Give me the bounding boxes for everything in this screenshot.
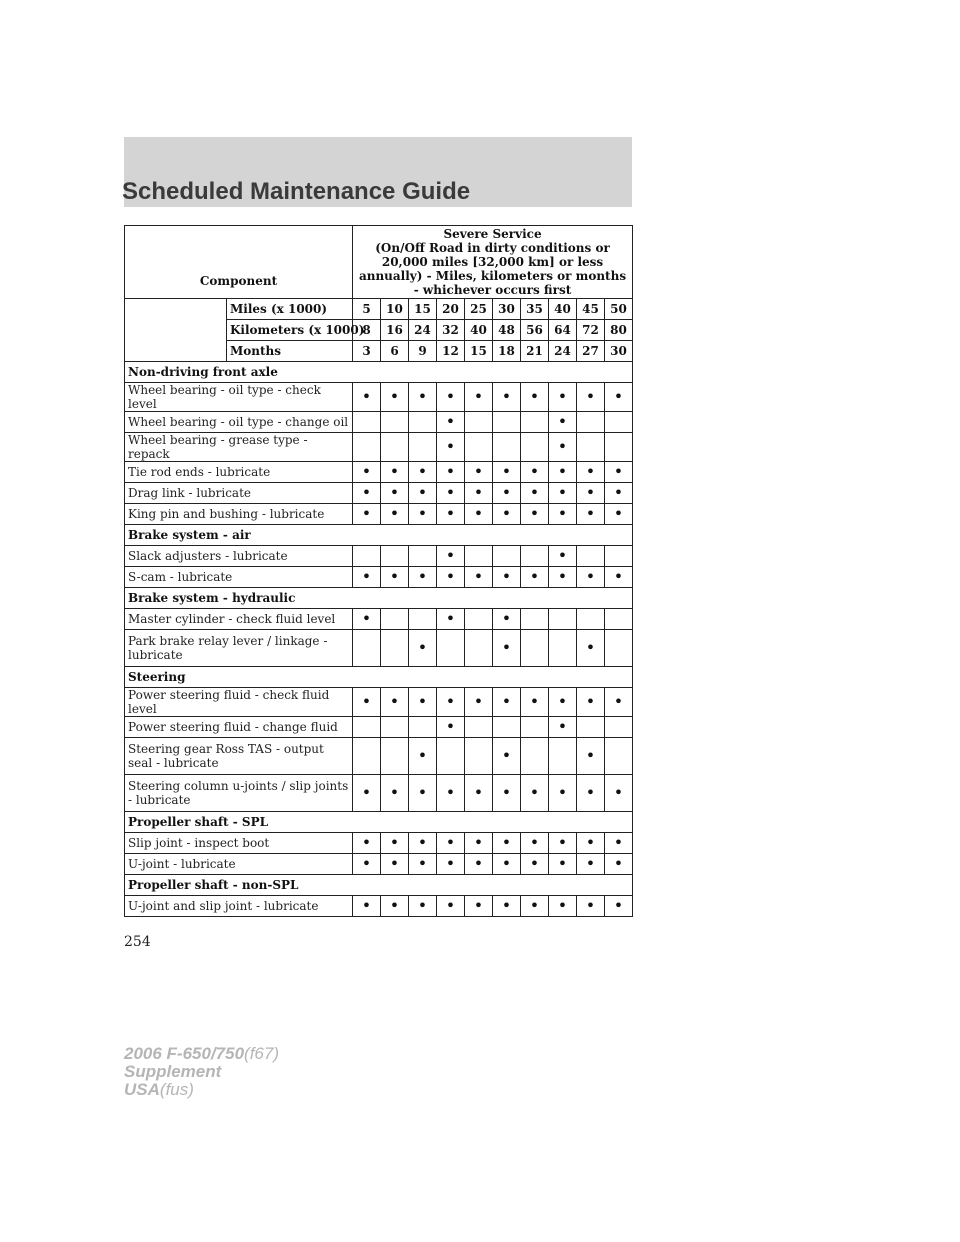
service-bullet: • <box>549 504 577 525</box>
km-cell: 16 <box>381 320 409 341</box>
service-bullet: • <box>409 775 437 812</box>
km-cell: 56 <box>521 320 549 341</box>
empty-cell <box>353 546 381 567</box>
empty-cell <box>577 717 605 738</box>
service-bullet: • <box>577 896 605 917</box>
empty-cell <box>381 546 409 567</box>
km-cell: 32 <box>437 320 465 341</box>
service-bullet: • <box>549 567 577 588</box>
service-bullet: • <box>549 717 577 738</box>
empty-cell <box>465 609 493 630</box>
section-label: Brake system - air <box>125 525 633 546</box>
component-name: Slack adjusters - lubricate <box>125 546 353 567</box>
empty-cell <box>437 738 465 775</box>
component-name: Drag link - lubricate <box>125 483 353 504</box>
footer-supplement: Supplement <box>124 1062 222 1081</box>
empty-cell <box>437 630 465 667</box>
empty-cell <box>577 412 605 433</box>
service-bullet: • <box>493 483 521 504</box>
service-bullet: • <box>493 688 521 717</box>
miles-label: Miles (x 1000) <box>227 299 353 320</box>
section-row <box>125 875 633 896</box>
empty-cell <box>521 717 549 738</box>
empty-cell <box>409 717 437 738</box>
empty-cell <box>605 609 633 630</box>
service-bullet: • <box>381 462 409 483</box>
service-bullet: • <box>353 609 381 630</box>
section-label: Propeller shaft - non-SPL <box>125 875 633 896</box>
section-label: Propeller shaft - SPL <box>125 812 633 833</box>
km-cell: 72 <box>577 320 605 341</box>
component-name: S-cam - lubricate <box>125 567 353 588</box>
months-cell: 3 <box>353 341 381 362</box>
service-bullet: • <box>437 775 465 812</box>
maintenance-table-body <box>125 362 633 917</box>
empty-cell <box>381 630 409 667</box>
service-bullet: • <box>437 433 465 462</box>
empty-cell <box>409 433 437 462</box>
miles-cell: 30 <box>493 299 521 320</box>
component-name: U-joint - lubricate <box>125 854 353 875</box>
service-bullet: • <box>465 896 493 917</box>
service-bullet: • <box>521 504 549 525</box>
empty-cell <box>353 433 381 462</box>
service-bullet: • <box>549 462 577 483</box>
table-row <box>125 546 633 567</box>
service-bullet: • <box>577 483 605 504</box>
service-bullet: • <box>549 546 577 567</box>
component-name: Slip joint - inspect boot <box>125 833 353 854</box>
km-label: Kilometers (x 1000) <box>227 320 353 341</box>
service-bullet: • <box>409 383 437 412</box>
empty-cell <box>409 412 437 433</box>
km-cell: 8 <box>353 320 381 341</box>
service-bullet: • <box>381 896 409 917</box>
service-bullet: • <box>521 567 549 588</box>
service-bullet: • <box>549 688 577 717</box>
page-title: Scheduled Maintenance Guide <box>122 178 471 205</box>
service-bullet: • <box>577 775 605 812</box>
service-bullet: • <box>353 567 381 588</box>
component-name: U-joint and slip joint - lubricate <box>125 896 353 917</box>
service-bullet: • <box>353 462 381 483</box>
maintenance-table <box>124 225 633 917</box>
empty-cell <box>521 546 549 567</box>
section-row <box>125 812 633 833</box>
component-spacer <box>125 299 227 362</box>
service-bullet: • <box>381 383 409 412</box>
km-cell: 48 <box>493 320 521 341</box>
component-name: Wheel bearing - grease type - repack <box>125 433 353 462</box>
miles-cell: 15 <box>409 299 437 320</box>
service-bullet: • <box>605 833 633 854</box>
table-row <box>125 688 633 717</box>
section-row <box>125 525 633 546</box>
table-row <box>125 896 633 917</box>
service-bullet: • <box>381 483 409 504</box>
km-cell: 64 <box>549 320 577 341</box>
service-bullet: • <box>409 833 437 854</box>
service-bullet: • <box>577 567 605 588</box>
service-bullet: • <box>465 775 493 812</box>
empty-cell <box>465 717 493 738</box>
service-bullet: • <box>521 896 549 917</box>
component-name: Wheel bearing - oil type - check level <box>125 383 353 412</box>
empty-cell <box>381 738 409 775</box>
service-bullet: • <box>437 546 465 567</box>
service-bullet: • <box>493 567 521 588</box>
header-row-severe <box>125 226 633 299</box>
empty-cell <box>353 717 381 738</box>
service-bullet: • <box>353 483 381 504</box>
table-row <box>125 854 633 875</box>
table-row <box>125 630 633 667</box>
empty-cell <box>465 433 493 462</box>
empty-cell <box>465 412 493 433</box>
service-bullet: • <box>437 717 465 738</box>
miles-cell: 20 <box>437 299 465 320</box>
table-row <box>125 717 633 738</box>
severe-service-header <box>353 226 633 299</box>
service-bullet: • <box>493 833 521 854</box>
months-cell: 12 <box>437 341 465 362</box>
empty-cell <box>465 738 493 775</box>
empty-cell <box>381 412 409 433</box>
service-bullet: • <box>381 688 409 717</box>
empty-cell <box>605 717 633 738</box>
miles-cell: 10 <box>381 299 409 320</box>
service-bullet: • <box>493 609 521 630</box>
months-cell: 18 <box>493 341 521 362</box>
miles-cell: 40 <box>549 299 577 320</box>
empty-cell <box>493 433 521 462</box>
miles-cell: 50 <box>605 299 633 320</box>
empty-cell <box>353 630 381 667</box>
service-bullet: • <box>605 504 633 525</box>
service-bullet: • <box>605 775 633 812</box>
component-name: Master cylinder - check fluid level <box>125 609 353 630</box>
empty-cell <box>577 433 605 462</box>
service-bullet: • <box>605 383 633 412</box>
section-label: Non-driving front axle <box>125 362 633 383</box>
months-cell: 15 <box>465 341 493 362</box>
empty-cell <box>549 609 577 630</box>
service-bullet: • <box>493 462 521 483</box>
table-row <box>125 483 633 504</box>
months-cell: 21 <box>521 341 549 362</box>
service-bullet: • <box>353 688 381 717</box>
service-bullet: • <box>465 688 493 717</box>
table-row <box>125 504 633 525</box>
service-bullet: • <box>605 854 633 875</box>
service-bullet: • <box>493 383 521 412</box>
component-header <box>125 226 353 299</box>
service-bullet: • <box>493 854 521 875</box>
empty-cell <box>521 609 549 630</box>
empty-cell <box>521 412 549 433</box>
service-bullet: • <box>605 462 633 483</box>
empty-cell <box>353 412 381 433</box>
table-row <box>125 738 633 775</box>
table-row <box>125 775 633 812</box>
service-bullet: • <box>521 688 549 717</box>
service-bullet: • <box>549 383 577 412</box>
service-bullet: • <box>437 383 465 412</box>
severe-service-desc: (On/Off Road in dirty conditions or 20,000 miles [32,000 km] or less annually) - Miles, kilometers or months - whichever occurs first <box>358 241 627 297</box>
service-bullet: • <box>381 833 409 854</box>
service-bullet: • <box>437 609 465 630</box>
service-bullet: • <box>605 483 633 504</box>
km-cell: 80 <box>605 320 633 341</box>
footer-line-supplement <box>124 1063 279 1081</box>
service-bullet: • <box>493 896 521 917</box>
service-bullet: • <box>409 567 437 588</box>
empty-cell <box>521 433 549 462</box>
service-bullet: • <box>409 483 437 504</box>
component-name: Steering gear Ross TAS - output seal - lubricate <box>125 738 353 775</box>
service-bullet: • <box>465 833 493 854</box>
service-bullet: • <box>549 775 577 812</box>
table-row <box>125 567 633 588</box>
table-row <box>125 609 633 630</box>
months-cell: 9 <box>409 341 437 362</box>
empty-cell <box>465 630 493 667</box>
empty-cell <box>381 433 409 462</box>
service-bullet: • <box>549 483 577 504</box>
service-bullet: • <box>381 775 409 812</box>
service-bullet: • <box>381 567 409 588</box>
service-bullet: • <box>437 504 465 525</box>
service-bullet: • <box>521 462 549 483</box>
service-bullet: • <box>605 896 633 917</box>
service-bullet: • <box>437 412 465 433</box>
empty-cell <box>577 546 605 567</box>
table-row <box>125 433 633 462</box>
footer-market-code: (fus) <box>159 1080 194 1099</box>
empty-cell <box>409 609 437 630</box>
service-bullet: • <box>577 462 605 483</box>
service-bullet: • <box>549 412 577 433</box>
severe-service-title: Severe Service <box>443 227 542 241</box>
service-bullet: • <box>409 630 437 667</box>
empty-cell <box>493 546 521 567</box>
service-bullet: • <box>409 462 437 483</box>
component-name: King pin and bushing - lubricate <box>125 504 353 525</box>
service-bullet: • <box>549 433 577 462</box>
table-row <box>125 383 633 412</box>
empty-cell <box>605 433 633 462</box>
service-bullet: • <box>465 383 493 412</box>
empty-cell <box>605 630 633 667</box>
service-bullet: • <box>577 854 605 875</box>
service-bullet: • <box>353 854 381 875</box>
service-bullet: • <box>353 833 381 854</box>
miles-cell: 5 <box>353 299 381 320</box>
footer-line-model <box>124 1045 279 1063</box>
empty-cell <box>577 609 605 630</box>
service-bullet: • <box>493 504 521 525</box>
page-number: 254 <box>124 934 151 950</box>
service-bullet: • <box>353 504 381 525</box>
service-bullet: • <box>437 567 465 588</box>
km-cell: 24 <box>409 320 437 341</box>
service-bullet: • <box>521 833 549 854</box>
service-bullet: • <box>605 567 633 588</box>
miles-cell: 45 <box>577 299 605 320</box>
months-cell: 27 <box>577 341 605 362</box>
section-row <box>125 667 633 688</box>
service-bullet: • <box>577 833 605 854</box>
table-row <box>125 833 633 854</box>
months-cell: 24 <box>549 341 577 362</box>
service-bullet: • <box>465 483 493 504</box>
service-bullet: • <box>521 383 549 412</box>
miles-cell: 35 <box>521 299 549 320</box>
months-cell: 6 <box>381 341 409 362</box>
footer-block <box>124 1045 279 1099</box>
service-bullet: • <box>437 833 465 854</box>
empty-cell <box>605 412 633 433</box>
section-label: Steering <box>125 667 633 688</box>
km-cell: 40 <box>465 320 493 341</box>
service-bullet: • <box>577 630 605 667</box>
component-name: Park brake relay lever / linkage - lubricate <box>125 630 353 667</box>
service-bullet: • <box>493 775 521 812</box>
service-bullet: • <box>409 504 437 525</box>
service-bullet: • <box>437 462 465 483</box>
footer-market: USA <box>124 1080 160 1099</box>
service-bullet: • <box>493 738 521 775</box>
header-row-miles <box>125 299 633 320</box>
empty-cell <box>353 738 381 775</box>
footer-model: 2006 F-650/750 <box>124 1044 245 1063</box>
service-bullet: • <box>521 483 549 504</box>
section-label: Brake system - hydraulic <box>125 588 633 609</box>
component-name: Tie rod ends - lubricate <box>125 462 353 483</box>
service-bullet: • <box>577 738 605 775</box>
miles-cell: 25 <box>465 299 493 320</box>
service-bullet: • <box>521 854 549 875</box>
component-label: Component <box>199 274 278 288</box>
empty-cell <box>493 717 521 738</box>
service-bullet: • <box>437 896 465 917</box>
service-bullet: • <box>437 688 465 717</box>
service-bullet: • <box>437 854 465 875</box>
empty-cell <box>521 630 549 667</box>
empty-cell <box>549 630 577 667</box>
empty-cell <box>409 546 437 567</box>
service-bullet: • <box>549 896 577 917</box>
service-bullet: • <box>549 833 577 854</box>
service-bullet: • <box>577 383 605 412</box>
empty-cell <box>465 546 493 567</box>
service-bullet: • <box>493 630 521 667</box>
service-bullet: • <box>465 854 493 875</box>
months-cell: 30 <box>605 341 633 362</box>
service-bullet: • <box>409 896 437 917</box>
component-name: Wheel bearing - oil type - change oil <box>125 412 353 433</box>
service-bullet: • <box>465 504 493 525</box>
service-bullet: • <box>353 383 381 412</box>
component-name: Power steering fluid - change fluid <box>125 717 353 738</box>
component-name: Power steering fluid - check fluid level <box>125 688 353 717</box>
footer-line-market <box>124 1081 279 1099</box>
service-bullet: • <box>521 775 549 812</box>
empty-cell <box>605 738 633 775</box>
service-bullet: • <box>549 854 577 875</box>
empty-cell <box>381 609 409 630</box>
empty-cell <box>521 738 549 775</box>
service-bullet: • <box>381 504 409 525</box>
service-bullet: • <box>353 775 381 812</box>
empty-cell <box>549 738 577 775</box>
section-row <box>125 588 633 609</box>
months-label: Months <box>227 341 353 362</box>
service-bullet: • <box>353 896 381 917</box>
component-name: Steering column u-joints / slip joints - lubricate <box>125 775 353 812</box>
service-bullet: • <box>577 504 605 525</box>
footer-model-code: (f67) <box>244 1044 280 1063</box>
empty-cell <box>605 546 633 567</box>
table-row <box>125 412 633 433</box>
empty-cell <box>493 412 521 433</box>
table-row <box>125 462 633 483</box>
service-bullet: • <box>409 854 437 875</box>
service-bullet: • <box>577 688 605 717</box>
service-bullet: • <box>605 688 633 717</box>
service-bullet: • <box>437 483 465 504</box>
service-bullet: • <box>465 567 493 588</box>
section-row <box>125 362 633 383</box>
empty-cell <box>381 717 409 738</box>
service-bullet: • <box>409 738 437 775</box>
service-bullet: • <box>381 854 409 875</box>
service-bullet: • <box>465 462 493 483</box>
service-bullet: • <box>409 688 437 717</box>
